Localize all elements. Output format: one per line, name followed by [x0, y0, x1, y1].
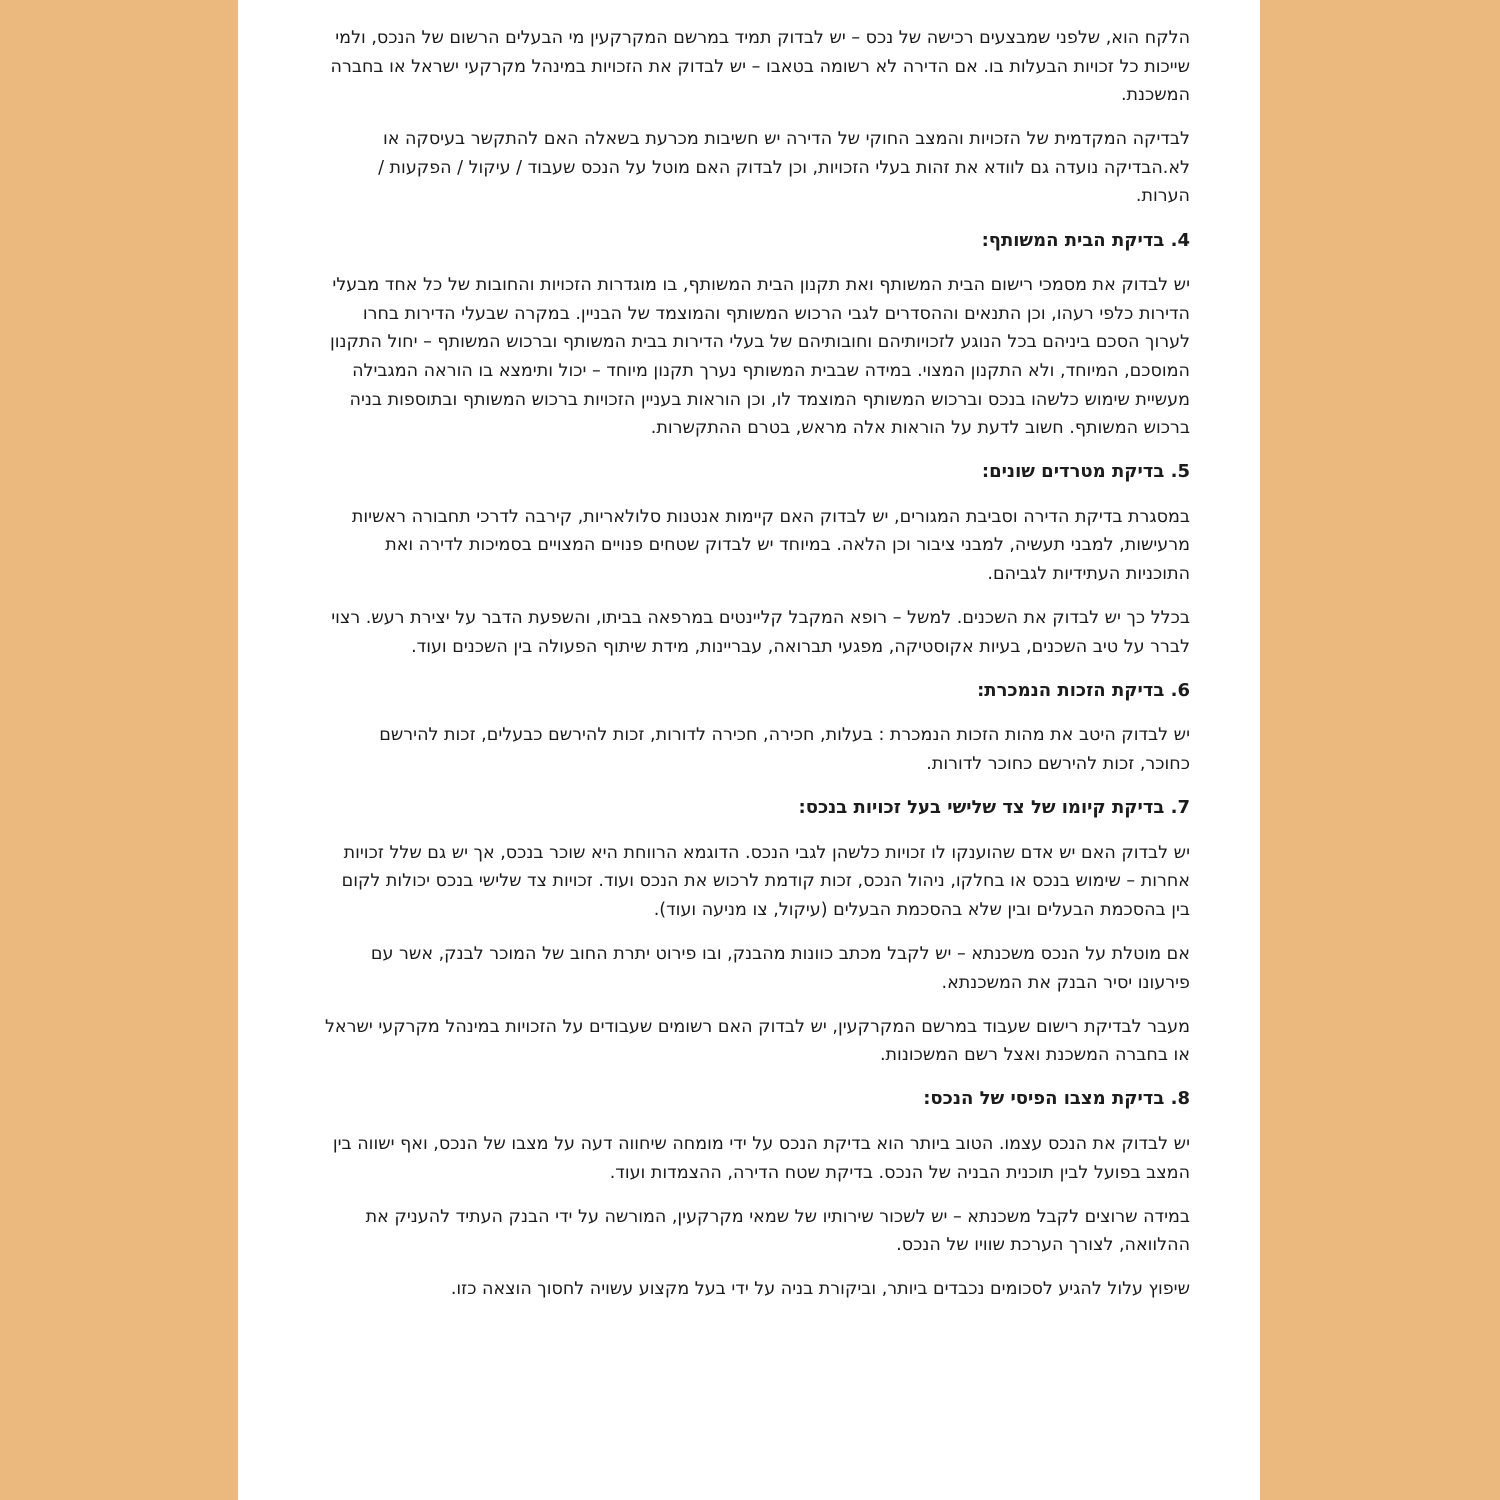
- heading-section-4: 4. בדיקת הבית המשותף:: [981, 229, 1190, 251]
- paragraph-section-8-appraiser: במידה שרוצים לקבל משכנתא – יש לשכור שירותיו של שמאי מקרקעין, המורשה על ידי הבנק העתיד להעניק את ההלוואה, לצורך הערכת שוויו של הנכס.: [365, 1206, 1190, 1256]
- paragraph-intro-legal-status: לבדיקה המקדמית של הזכויות והמצב החוקי של הדירה יש חשיבות מכרעת בשאלה האם להתקשר בעיסקה או לא.הבדיקה נועדה גם לוודא את זהות בעלי הזכויות, וכן לבדוק האם מוטל על הנכס שעבוד / עיקול / הפקעות / הערות.: [378, 129, 1190, 207]
- document-page: [238, 0, 1260, 1500]
- heading-section-6: 6. בדיקת הזכות הנמכרת:: [977, 679, 1190, 701]
- paragraph-section-5-neighbors: בכלל כך יש לבדוק את השכנים. למשל – רופא המקבל קליינטים במרפאה בביתו, והשפעת הדבר על יצירת רעש. רצוי לברר על טיב השכנים, בעיות אקוסטיקה, מפגעי תברואה, עבריינות, מידת שיתוף הפעולה בין השכנים ועוד.: [331, 608, 1190, 657]
- paragraph-section-6-right-sold: יש לבדוק היטב את מהות הזכות הנמכרת : בעלות, חכירה, חכירה לדורות, זכות להירשם כבעלים, זכות להירשם כחוכר, זכות להירשם כחוכר לדורות.: [379, 725, 1190, 774]
- paragraph-section-5-environment: במסגרת בדיקת הדירה וסביבת המגורים, יש לבדוק האם קיימות אנטנות סלולאריות, קירבה לדרכי תחבורה ראשיות מרעישות, למבני תעשיה, למבני ציבור וכן הלאה. במיוחד יש לבדוק שטחים פנויים המצויים בסמיכות לדירה ואת התוכניות העתידיות לגביהם.: [351, 506, 1190, 584]
- paragraph-section-8-renovation: שיפוץ עלול להגיע לסכומים נכבדים ביותר, וביקורת בניה על ידי בעל מקצוע עשויה לחסוך הוצאה כזו.: [450, 1279, 1190, 1300]
- paragraph-section-4-shared-building: יש לבדוק את מסמכי רישום הבית המשותף ואת תקנון הבית המשותף, בו מוגדרות הזכויות והחובות של כל אחד מבעלי הדירות כלפי רעהו, וכן התנאים וההסדרים לגבי הרכוש המשותף והמוצמד של הבניין. במקרה שבעלי הדירות בחרו לערוך הסכם ביניהם בכל הנוגע לזכויותיהם וחובותיהם של בעלי הדירות בבית המשותף וברכוש המשותף – יחול התקנון המוסכם, המיוחד, ולא התקנון המצוי. במידה שבבית המשותף נערך תקנון מיוחד – יכול ותימצא בו הוראה המגבילה מעשיית שימוש כלשהו בנכס וברכוש המשותף המוצמד לו, וכן הוראות בעניין הזכויות ברכוש המשותף ובתוספות בניה ברכוש המשותף. חשוב לדעת על הוראות אלה מראש, בטרם ההתקשרות.: [329, 275, 1190, 439]
- paragraph-section-7-mortgage: אם מוטלת על הנכס משכנתא – יש לקבל מכתב כוונות מהבנק, ובו פירוט יתרת החוב של המוכר לבנק, אשר עם פירעונו יסיר הבנק את המשכנתא.: [370, 943, 1190, 993]
- paragraph-section-7-liens: מעבר לבדיקת רישום שעבוד במרשם המקרקעין, יש לבדוק האם רשומים שעבודים על הזכויות במינהל מקרקעי ישראל או בחברה המשכנת ואצל רשם המשכונות.: [324, 1016, 1190, 1066]
- heading-section-8: 8. בדיקת מצבו הפיסי של הנכס:: [923, 1088, 1190, 1110]
- paragraph-section-8-inspection: יש לבדוק את הנכס עצמו. הטוב ביותר הוא בדיקת הנכס על ידי מומחה שיחווה דעה על מצבו של הנכס, ואף ישווה בין המצב בפועל לבין תוכנית הבניה של הנכס. בדיקת שטח הדירה, ההצמדות ועוד.: [332, 1133, 1190, 1183]
- paragraph-section-7-third-party: יש לבדוק האם יש אדם שהוענקו לו זכויות כלשהן לגבי הנכס. הדוגמא הרווחת היא שוכר בנכס, אך יש גם שלל זכויות אחרות – שימוש בנכס או בחלקו, ניהול הנכס, זכות קודמת לרכוש את הנכס ועוד. זכויות צד שלישי בנכס יכולות לקום בין בהסכמת הבעלים ובין שלא בהסכמת הבעלים (עיקול, צו מניעה ועוד).: [341, 842, 1190, 920]
- document-body: [324, 24, 1190, 1304]
- paragraph-intro-registry: הלקח הוא, שלפני שמבצעים רכישה של נכס – יש לבדוק תמיד במרשם המקרקעין מי הבעלים הרשום של הנכס, ולמי שייכות כל זכויות הבעלות בו. אם הדירה לא רשומה בטאבו – יש לבדוק את הזכויות במינהל מקרקעי ישראל או בחברה המשכנת.: [330, 28, 1190, 106]
- heading-section-5: 5. בדיקת מטרדים שונים:: [981, 461, 1190, 483]
- heading-section-7: 7. בדיקת קיומו של צד שלישי בעל זכויות בנכס:: [798, 797, 1190, 819]
